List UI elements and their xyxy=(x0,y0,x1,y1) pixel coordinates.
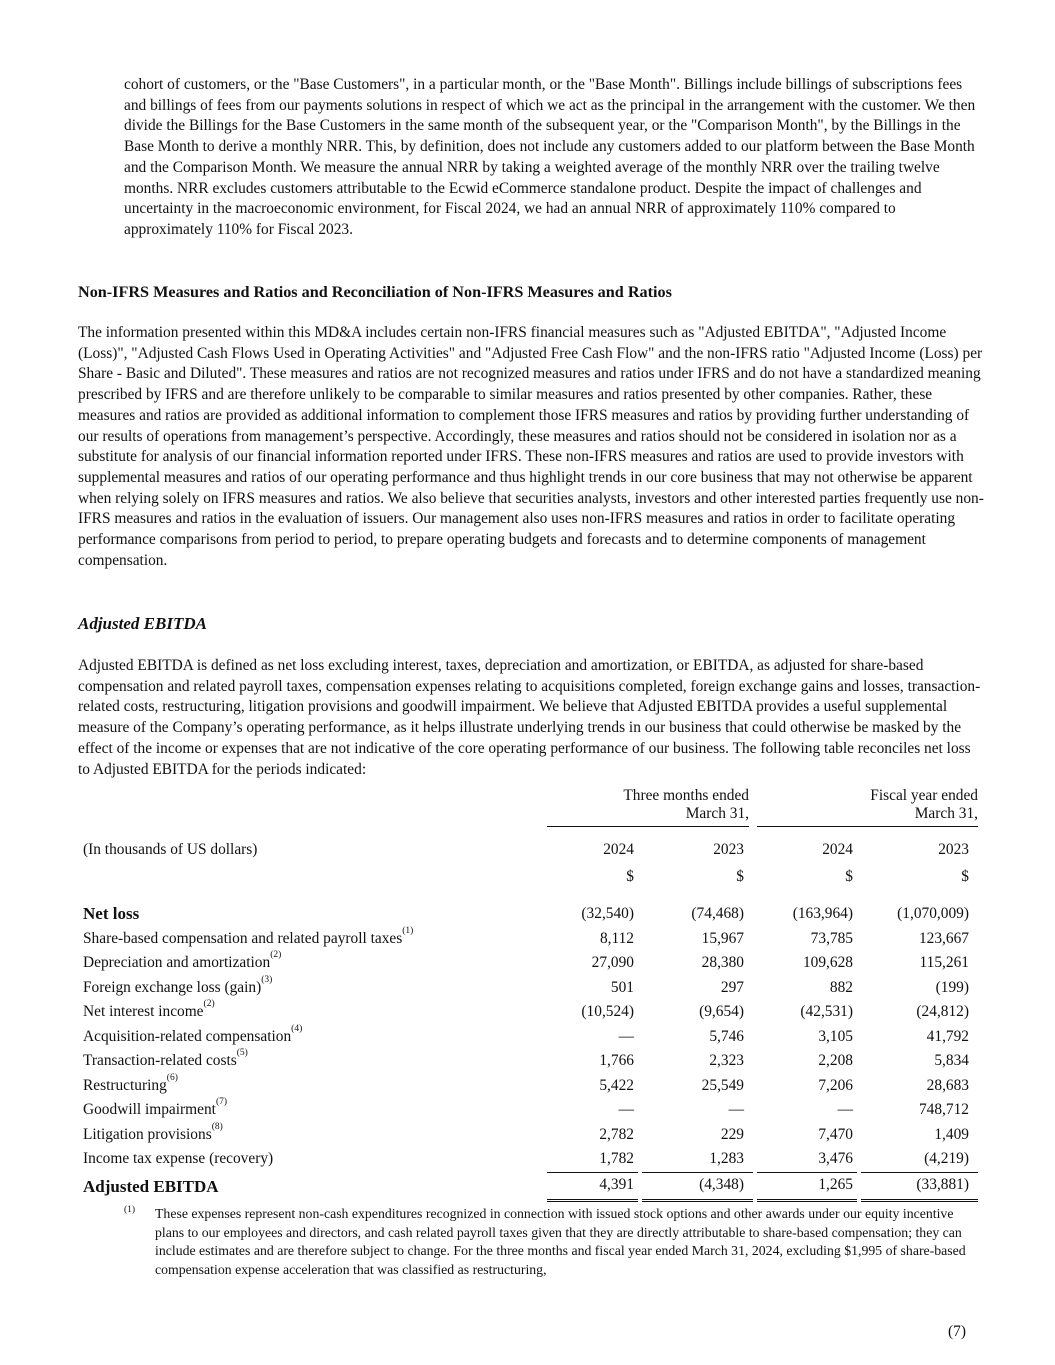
footnote-reference: (7) xyxy=(215,1097,228,1108)
adjusted-ebitda-paragraph: Adjusted EBITDA is defined as net loss excluding interest, taxes, depreciation and amortization, or EBITDA, as adjusted for share-based compensation and related payroll taxes, compensation expenses relating to acquisitions completed, foreign exchange gains and losses, transaction-related costs, restructuring, litigation provisions and goodwill impairment. We believe that Adjusted EBITDA provides a useful supplemental measure of the Company’s operating performance, as it helps illustrate underlying trends in our business that could otherwise be masked by the effect of the income or expenses that are not indicative of the core operating performance of our business. The following table reconciles net loss to Adjusted EBITDA for the periods indicated: xyxy=(78,657,981,778)
total-row-label: Adjusted EBITDA xyxy=(83,1176,219,1196)
row-value: 115,261 xyxy=(919,954,969,972)
row-value: 28,683 xyxy=(926,1076,969,1094)
row-label: Acquisition-related compensation xyxy=(83,1027,292,1045)
row-label: Restructuring xyxy=(83,1076,167,1094)
row-value: (9,654) xyxy=(699,1003,744,1021)
row-value: (32,540) xyxy=(581,905,634,923)
row-value: 7,206 xyxy=(818,1076,853,1094)
footnote-reference: (5) xyxy=(236,1048,248,1059)
table-group-header-row xyxy=(78,787,978,829)
row-value: 7,470 xyxy=(818,1125,853,1143)
footnote-reference: (4) xyxy=(291,1023,303,1034)
row-value: (4,219) xyxy=(924,1150,969,1168)
row-label: Income tax expense (recovery) xyxy=(83,1150,274,1168)
total-value: 1,265 xyxy=(818,1176,853,1194)
currency-header: $ xyxy=(736,868,744,886)
page-number: (7) xyxy=(948,1323,966,1340)
row-value: (42,531) xyxy=(800,1003,853,1021)
non-ifrs-paragraph: The information presented within this MD&A includes certain non-IFRS financial measures such as "Adjusted EBITDA", "Adjusted Income (Loss)", "Adjusted Cash Flows Used in Operating Activities" and "Adjusted Free Cash Flow" and the non-IFRS ratio "Adjusted Income (Loss) per Share - Basic and Diluted". These measures and ratios are not recognized measures and ratios under IFRS and do not have a standardized meaning prescribed by IFRS and are therefore unlikely to be comparable to similar measures and ratios presented by other companies. Rather, these measures and ratios are provided as additional information to complement those IFRS measures and ratios by providing further understanding of our results of operations from management’s perspective. Accordingly, these measures and ratios should not be considered in isolation nor as a substitute for analysis of our financial information reported under IFRS. These non-IFRS measures and ratios are used to provide investors with supplemental measures and ratios of our operating performance and thus highlight trends in our core business that may not otherwise be apparent when relying solely on IFRS measures and ratios. We also believe that securities analysts, investors and other interested parties frequently use non-IFRS measures and ratios in the evaluation of issuers. Our management also uses non-IFRS measures and ratios in order to facilitate operating performance comparisons from period to period, to prepare operating budgets and forecasts and to determine components of management compensation. xyxy=(78,324,984,569)
footnote-reference: (3) xyxy=(261,974,273,985)
table-row xyxy=(78,1097,978,1122)
total-value: (4,348) xyxy=(699,1176,744,1194)
row-value: — xyxy=(837,1101,853,1119)
row-value: — xyxy=(618,1027,634,1045)
row-label: Net interest income xyxy=(83,1003,204,1021)
row-value: 73,785 xyxy=(810,929,853,947)
currency-header: $ xyxy=(845,868,853,886)
row-label: Depreciation and amortization xyxy=(83,954,271,972)
total-value: (33,881) xyxy=(916,1176,969,1194)
row-value: 2,323 xyxy=(709,1052,744,1070)
footnote-reference: (8) xyxy=(211,1121,223,1132)
table-years-row xyxy=(78,829,978,861)
three-months-header-line2: March 31, xyxy=(685,805,749,822)
table-row xyxy=(78,1023,978,1048)
row-label: Goodwill impairment xyxy=(83,1101,216,1119)
row-value: (163,964) xyxy=(792,905,853,923)
row-value: 27,090 xyxy=(591,954,634,972)
row-value: 15,967 xyxy=(701,929,744,947)
footnote-reference: (2) xyxy=(203,999,215,1010)
table-row xyxy=(78,999,978,1024)
footnote-reference: (6) xyxy=(166,1072,178,1083)
table-currency-row xyxy=(78,861,978,894)
row-value: 1,283 xyxy=(709,1150,744,1168)
row-label: Share-based compensation and related payroll taxes xyxy=(83,929,403,947)
fiscal-year-header-line1: Fiscal year ended xyxy=(870,787,978,804)
year-header: 2024 xyxy=(603,841,634,859)
row-value: 1,766 xyxy=(599,1052,634,1070)
row-value: 123,667 xyxy=(918,929,969,947)
table-row xyxy=(78,1072,978,1097)
row-value: 1,782 xyxy=(599,1150,634,1168)
row-value: (1,070,009) xyxy=(897,905,969,923)
row-value: 5,746 xyxy=(709,1027,744,1045)
row-value: 2,782 xyxy=(599,1125,634,1143)
table-row xyxy=(78,950,978,975)
total-value: 4,391 xyxy=(599,1176,634,1194)
row-value: (74,468) xyxy=(691,905,744,923)
adjusted-ebitda-heading: Adjusted EBITDA xyxy=(78,614,207,633)
row-value: 882 xyxy=(829,978,853,996)
fiscal-year-header-line2: March 31, xyxy=(914,805,978,822)
footnote-1-text: These expenses represent non-cash expenditures recognized in connection with issued stock options and other awards under our equity incentive plans to our employees and directors, and cash related payroll taxes given that they are directly attributable to share-based compensation; they can include estimates and are therefore subject to change. For the three months and fiscal year ended March 31, 2024, excluding $1,995 of share-based compensation expense acceleration that was classified as restructuring, xyxy=(155,1206,966,1277)
row-label: Litigation provisions xyxy=(83,1125,212,1143)
row-value: (10,524) xyxy=(581,1003,634,1021)
three-months-header-line1: Three months ended xyxy=(623,787,749,804)
row-value: — xyxy=(728,1101,744,1119)
table-row xyxy=(78,894,978,925)
currency-header: $ xyxy=(961,868,969,886)
year-header: 2023 xyxy=(713,841,744,859)
adjusted-ebitda-total-row xyxy=(78,1170,978,1204)
row-value: 1,409 xyxy=(934,1125,969,1143)
year-header: 2023 xyxy=(938,841,969,859)
row-value: 41,792 xyxy=(926,1027,969,1045)
table-row xyxy=(78,1146,978,1171)
table-body xyxy=(78,894,978,1170)
footnote-reference: (2) xyxy=(270,950,282,961)
non-ifrs-heading: Non-IFRS Measures and Ratios and Reconciliation of Non-IFRS Measures and Ratios xyxy=(78,283,672,301)
row-value: 3,105 xyxy=(818,1027,853,1045)
row-label: Transaction-related costs xyxy=(83,1052,237,1070)
row-value: 109,628 xyxy=(802,954,853,972)
row-value: 297 xyxy=(720,978,744,996)
row-value: 5,834 xyxy=(934,1052,969,1070)
row-value: 3,476 xyxy=(818,1150,853,1168)
row-value: 748,712 xyxy=(918,1101,969,1119)
row-value: 501 xyxy=(610,978,634,996)
table-row xyxy=(78,925,978,950)
year-header: 2024 xyxy=(822,841,853,859)
row-value: — xyxy=(618,1101,634,1119)
row-label: Foreign exchange loss (gain) xyxy=(83,978,262,996)
row-value: (199) xyxy=(935,978,969,996)
row-value: 28,380 xyxy=(701,954,744,972)
footnote-1 xyxy=(124,1205,984,1279)
row-value: 5,422 xyxy=(599,1076,634,1094)
table-row xyxy=(78,974,978,999)
row-value: 25,549 xyxy=(701,1076,744,1094)
table-row xyxy=(78,1121,978,1146)
row-value: 8,112 xyxy=(599,929,634,947)
row-label: Net loss xyxy=(83,904,140,924)
row-value: (24,812) xyxy=(916,1003,969,1021)
reconciliation-table xyxy=(78,787,978,1204)
table-row xyxy=(78,1048,978,1073)
fiscal-year-header xyxy=(753,787,978,829)
row-value: 2,208 xyxy=(818,1052,853,1070)
nrr-paragraph: cohort of customers, or the "Base Customers", in a particular month, or the "Base Month". Billings include billings of subscriptions fees and billings of fees from our payments solutions in respect of which we act as the principal in the arrangement with the customer. We then divide the Billings for the Base Customers in the same month of the subsequent year, or the "Comparison Month", by the Billings in the Base Month to derive a monthly NRR. This, by definition, does not include any customers added to our platform between the Base Month and the Comparison Month. We measure the annual NRR by taking a weighted average of the monthly NRR over the trailing twelve months. NRR excludes customers attributable to the Ecwid eCommerce standalone product. Despite the impact of challenges and uncertainty in the macroeconomic environment, for Fiscal 2024, we had an annual NRR of approximately 110% compared to approximately 110% for Fiscal 2023. xyxy=(124,76,976,238)
footnote-1-marker: (1) xyxy=(124,1205,136,1215)
three-months-header xyxy=(543,787,753,829)
currency-header: $ xyxy=(626,868,634,886)
row-value: 229 xyxy=(720,1125,744,1143)
units-label: (In thousands of US dollars) xyxy=(83,841,258,859)
footnote-reference: (1) xyxy=(402,925,414,936)
